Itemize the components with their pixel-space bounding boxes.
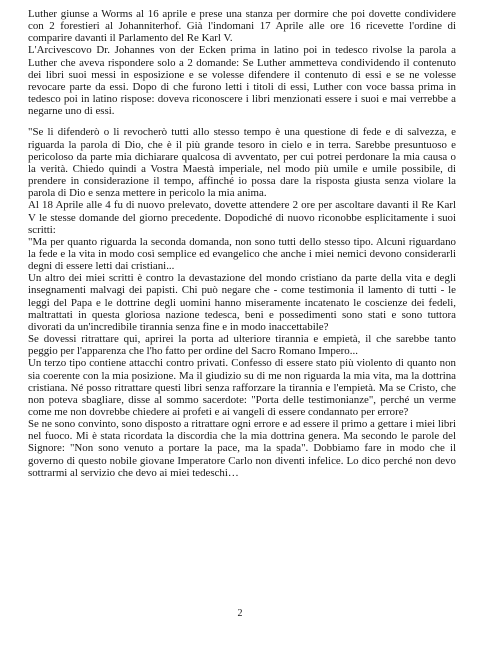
page-number: 2 — [237, 608, 243, 619]
paragraph-second-hearing: Al 18 Aprile alle 4 fu di nuovo prelevato, dovette attendere 2 ore per ascoltare davanti il Re Karl V le stesse domande del giorno precedente. Dopodiché di nuovo riconobbe esplicitamente i suoi scritti: — [28, 199, 456, 236]
paragraph-third-type: Un terzo tipo contiene attacchi contro privati. Confesso di essere stato più violento di quanto non sia coerente con la mia posizione. Ma il giudizio su di me non riguarda la mia vita, ma la dottrina cristiana. Né posso ritrattare questi libri senza rafforzare la tirannia e l'empietà. Ma se Cristo, che non poteva sbagliare, disse al sommo sacerdote: "Porta delle testimonianze", perché un verme come me non dovrebbe chiedere ai profeti e ai vangeli di essere condannato per errore? — [28, 357, 456, 418]
paragraph-willing-to-retract: Se ne sono convinto, sono disposto a ritrattare ogni errore e ad essere il primo a gettare i miei libri nel fuoco. Mi è stata ricordata la discordia che la mia dottrina genera. Ma secondo le parole del Signore: "Non sono venuto a portare la pace, ma la spada". Dobbiamo fare in modo che il governo di questo nobile giovane Imperatore Carlo non diventi infelice. Lo dico perché non devo sottrarmi al servizio che devo ai miei tedeschi… — [28, 418, 456, 479]
paragraph-papist-writings: Un altro dei miei scritti è contro la devastazione del mondo cristiano da parte della vita e degli insegnamenti malvagi dei papisti. Chi può negare che - come testimonia il lamento di tutti - le leggi del Papa e le dottrine degli uomini hanno miseramente incatenato le coscienze dei fedeli, maltrattati in questa gloriosa nazione tedesca, beni e possedimenti sono stati e sono tuttora divorati da un'incredibile tirannia senza fine e in modo inaccettabile? — [28, 272, 456, 333]
paragraph-second-question: "Ma per quanto riguarda la seconda domanda, non sono tutti dello stesso tipo. Alcuni riguardano la fede e la vita in modo così semplice ed evangelico che anche i miei nemici devono considerarli degni di essere letti dai cristiani... — [28, 235, 456, 273]
paragraph-arrival-at-worms: Luther giunse a Worms al 16 aprile e prese una stanza per dormire che poi dovette condividere con 2 forestieri al Johanniterhof. Già l'indomani 17 Aprile alle ore 16 ricevette l'ordine di comparire davanti il Parlamento del Re Karl V. — [28, 8, 456, 45]
paragraph-archbishop-questions: L'Arcivescovo Dr. Johannes von der Ecken prima in latino poi in tedesco rivolse la parola a Luther che aveva rispondere solo a 2 domande: Se Luther ammetteva condividendo il contenuto dei libri suoi messi in esposizione e se volesse difendere il contenuto di essi e se ne volesse revocare parte da essi. Dopo di che furono letti i titoli di essi, Luther con voce bassa prima in tedesco poi in latino rispose: doveva riconoscere i libri menzionati essere i suoi e mai verrebbe a negarne uno di essi. — [28, 44, 456, 118]
paragraph-luther-request-time: "Se li difenderò o li revocherò tutti allo stesso tempo è una questione di fede e di salvezza, e riguarda la parola di Dio, che è il più grande tesoro in cielo e in terra. Sarebbe presuntuoso e pericoloso da parte mia dichiarare qualcosa di avventato, per cui potrei perdonare la mia causa o la verità. Chiedo quindi a Vostra Maestà imperiale, nel modo più umile e umile possibile, di prendere in considerazione il tempo, affinché io possa dare la risposta giusta senza violare la parola di Dio e senza mettere in pericolo la mia anima. — [28, 126, 456, 200]
body-text — [28, 8, 456, 479]
paragraph-retract-tyranny: Se dovessi ritrattare qui, aprirei la porta ad ulteriore tirannia e empietà, il che sarebbe tanto peggio per l'apparenza che l'ho fatto per ordine del Sacro Romano Impero... — [28, 333, 456, 358]
